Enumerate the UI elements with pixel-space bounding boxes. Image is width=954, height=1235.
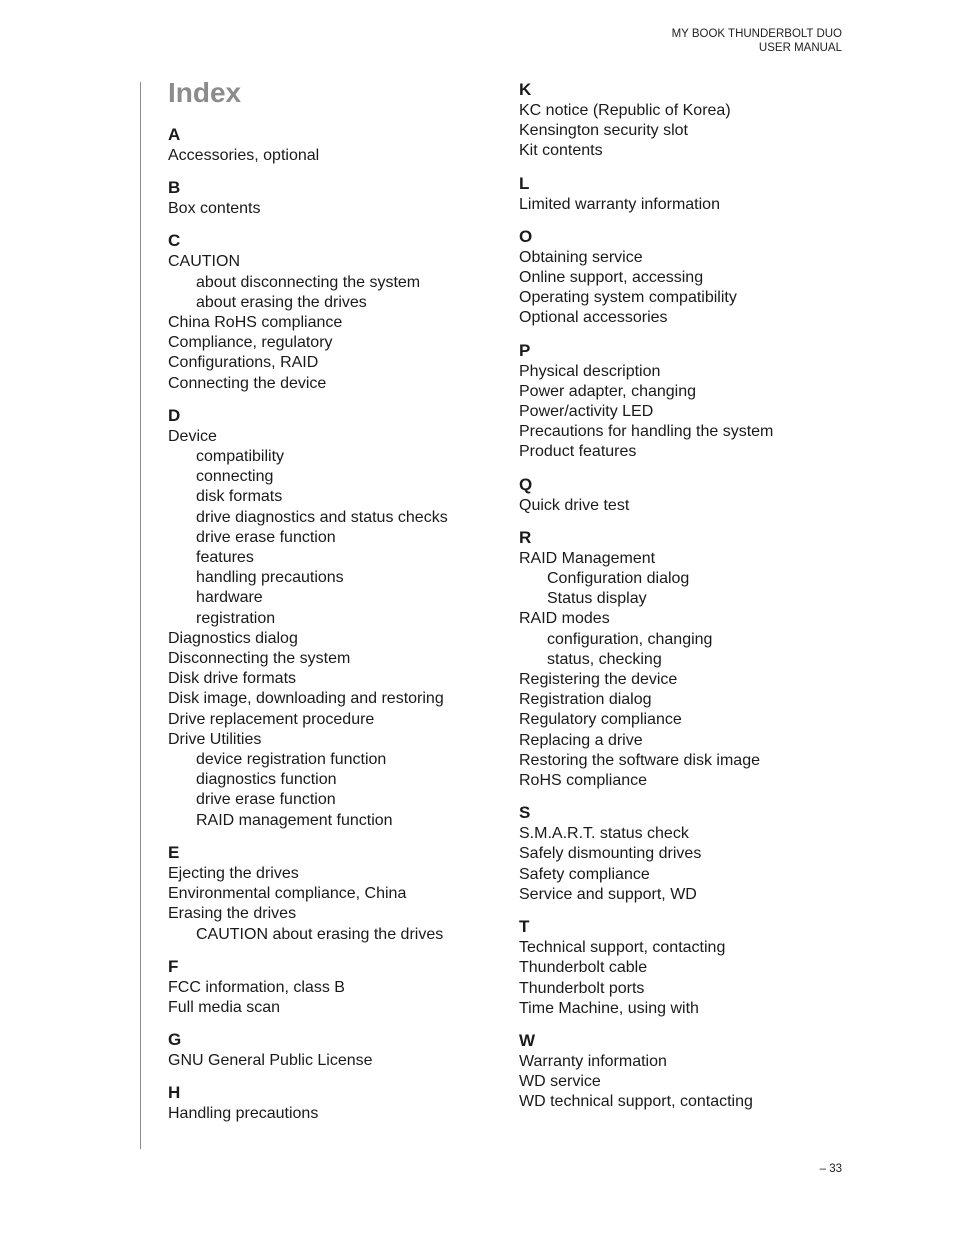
index-entry: Drive Utilities <box>168 730 262 748</box>
index-entry: Device <box>168 427 217 445</box>
index-subentry: device registration function <box>196 751 387 769</box>
index-subentry: drive erase function <box>196 791 336 809</box>
section-letter: B <box>168 178 181 198</box>
section-letter: F <box>168 956 179 976</box>
index-section-f <box>168 955 508 1018</box>
section-letter: K <box>519 80 532 99</box>
index-entry: GNU General Public License <box>168 1052 373 1070</box>
index-entry: Power/activity LED <box>519 403 654 421</box>
index-entry: Time Machine, using with <box>519 999 699 1017</box>
index-entry: Physical description <box>519 362 661 380</box>
index-entry: Kit contents <box>519 142 603 160</box>
index-entry: Accessories, optional <box>168 147 320 164</box>
index-section-l <box>519 172 859 215</box>
section-letter: R <box>519 527 532 547</box>
index-entry: Precautions for handling the system <box>519 423 774 441</box>
index-entry: Service and support, WD <box>519 885 697 903</box>
index-section-d <box>168 404 508 831</box>
section-letter: E <box>168 842 180 862</box>
index-subentry: drive diagnostics and status checks <box>196 508 448 526</box>
section-letter: O <box>519 226 533 246</box>
index-subentry: disk formats <box>196 488 283 506</box>
index-entry: Drive replacement procedure <box>168 710 375 728</box>
section-letter: C <box>168 231 181 251</box>
index-entry: Online support, accessing <box>519 269 704 287</box>
index-entry: Connecting the device <box>168 374 327 392</box>
index-entry: Environmental compliance, China <box>168 885 407 903</box>
index-column-right <box>519 78 859 1123</box>
section-letter: W <box>519 1030 536 1050</box>
index-subentry: hardware <box>196 589 263 607</box>
index-entry: RAID modes <box>519 610 610 628</box>
index-entry: Restoring the software disk image <box>519 751 760 769</box>
index-section-b <box>168 176 508 219</box>
index-section-k <box>519 78 859 162</box>
index-section-t <box>519 915 859 1019</box>
index-entry: KC notice (Republic of Korea) <box>519 102 731 119</box>
section-letter: G <box>168 1030 182 1050</box>
index-entry: Warranty information <box>519 1052 667 1070</box>
index-entry: Disk drive formats <box>168 670 297 688</box>
index-entry: Power adapter, changing <box>519 382 697 400</box>
index-entry: Safety compliance <box>519 865 650 883</box>
index-entry: Full media scan <box>168 998 281 1016</box>
index-subentry: connecting <box>196 468 274 486</box>
index-entry: Kensington security slot <box>519 122 688 140</box>
index-entry: CAUTION <box>168 253 240 271</box>
index-section-w <box>519 1029 859 1113</box>
index-entry: Quick drive test <box>519 496 630 514</box>
index-section-r <box>519 526 859 791</box>
index-subentry: diagnostics function <box>196 771 337 789</box>
index-subentry: Configuration dialog <box>547 570 690 588</box>
index-entry: Regulatory compliance <box>519 711 682 729</box>
index-entry: Registration dialog <box>519 691 652 709</box>
section-letter: A <box>168 125 181 144</box>
index-section-h <box>168 1081 508 1124</box>
index-section-s <box>519 801 859 905</box>
index-subentry: status, checking <box>547 650 662 668</box>
index-entry: WD technical support, contacting <box>519 1093 753 1111</box>
index-subentry: features <box>196 549 254 567</box>
index-entry: RAID Management <box>519 549 656 567</box>
index-entry: Thunderbolt cable <box>519 959 648 977</box>
index-section-g <box>168 1028 508 1071</box>
index-entry: Limited warranty information <box>519 195 720 213</box>
index-entry: Replacing a drive <box>519 731 643 749</box>
header-document-type: USER MANUAL <box>758 41 842 54</box>
index-section-q <box>519 473 859 516</box>
index-entry: Safely dismounting drives <box>519 845 702 863</box>
index-entry: S.M.A.R.T. status check <box>519 825 689 843</box>
index-subentry: configuration, changing <box>547 630 713 648</box>
index-subentry: handling precautions <box>196 569 344 587</box>
index-subentry: RAID management function <box>196 811 393 829</box>
index-column-left <box>168 123 508 1135</box>
index-entry: Handling precautions <box>168 1105 319 1123</box>
index-entry: Disk image, downloading and restoring <box>168 690 444 708</box>
index-entry: Product features <box>519 443 637 461</box>
index-entry: Ejecting the drives <box>168 864 299 882</box>
index-entry: FCC information, class B <box>168 978 345 996</box>
section-letter: H <box>168 1083 181 1103</box>
index-entry: RoHS compliance <box>519 772 648 790</box>
index-entry: Optional accessories <box>519 309 668 327</box>
index-subentry: Status display <box>547 590 647 608</box>
index-subentry: drive erase function <box>196 528 336 546</box>
index-entry: Operating system compatibility <box>519 289 737 307</box>
running-header <box>672 28 842 55</box>
index-section-c <box>168 229 508 393</box>
index-subentry: about disconnecting the system <box>196 273 421 291</box>
index-entry: China RoHS compliance <box>168 314 343 332</box>
index-entry: Configurations, RAID <box>168 354 319 372</box>
index-section-e <box>168 841 508 945</box>
index-subentry: compatibility <box>196 448 285 466</box>
index-entry: Compliance, regulatory <box>168 334 333 352</box>
header-product-name: MY BOOK THUNDERBOLT DUO <box>671 28 842 40</box>
index-subentry: CAUTION about erasing the drives <box>196 925 444 943</box>
section-letter: T <box>519 917 530 937</box>
section-letter: S <box>519 803 531 823</box>
index-entry: WD service <box>519 1073 601 1091</box>
margin-rule <box>140 82 141 1149</box>
index-entry: Box contents <box>168 200 261 218</box>
index-subentry: registration <box>196 609 276 627</box>
index-entry: Thunderbolt ports <box>519 979 645 997</box>
index-entry: Erasing the drives <box>168 905 297 923</box>
index-entry: Diagnostics dialog <box>168 629 298 647</box>
page-number: – 33 <box>819 1163 842 1175</box>
page-title: Index <box>168 77 242 108</box>
index-entry: Technical support, contacting <box>519 939 726 957</box>
index-subentry: about erasing the drives <box>196 293 367 311</box>
section-letter: D <box>168 405 181 425</box>
section-letter: L <box>519 173 530 193</box>
index-entry: Registering the device <box>519 671 678 689</box>
section-letter: Q <box>519 474 533 494</box>
index-section-o <box>519 225 859 329</box>
section-letter: P <box>519 340 531 360</box>
index-entry: Disconnecting the system <box>168 650 351 668</box>
index-section-a <box>168 123 508 166</box>
index-section-p <box>519 339 859 463</box>
index-entry: Obtaining service <box>519 248 643 266</box>
